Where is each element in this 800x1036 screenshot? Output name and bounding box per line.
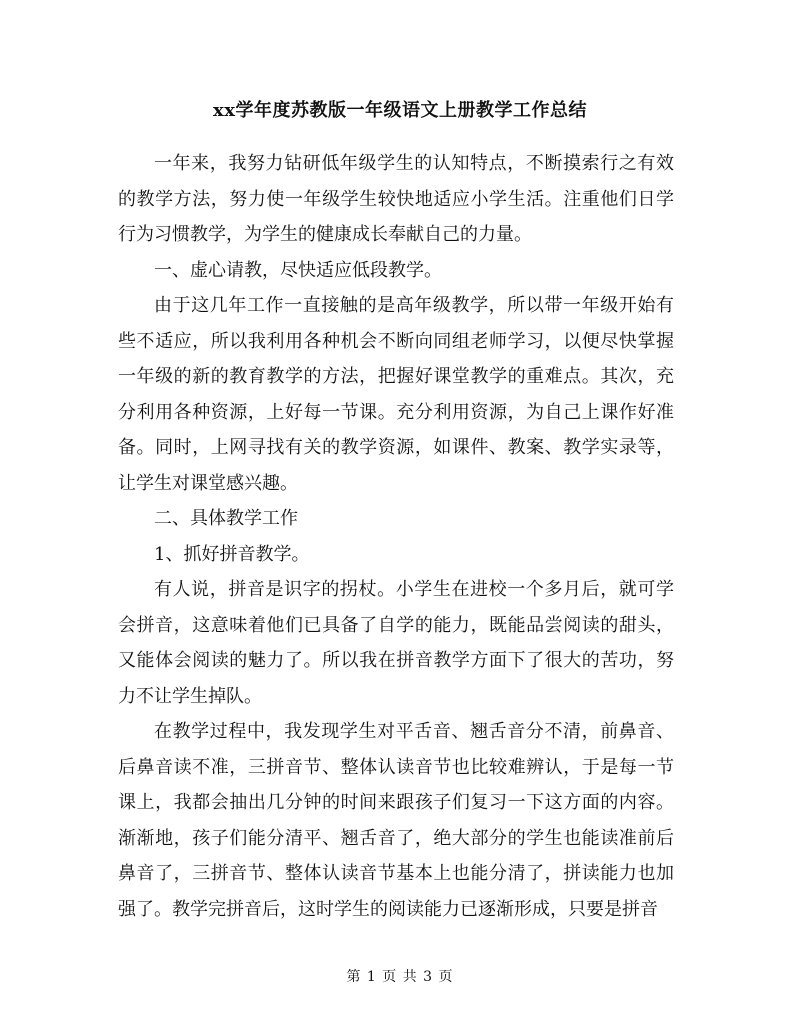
paragraph-section-1: 由于这几年工作一直接触的是高年级教学，所以带一年级开始有些不适应，所以我利用各种机会不断向同组老师学习，以便尽快掌握一年级的新的教育教学的方法，把握好课堂教学的重难点。其次，充分利用各种资源，上好每一节课。充分利用资源，为自己上课作好准备。同时，上网寻找有关的教学资源，如课件、教案、教学实录等，让学生对课堂感兴趣。 (118, 295, 674, 494)
document-title: xx学年度苏教版一年级语文上册教学工作总结 (213, 100, 587, 121)
paragraph-intro: 一年来，我努力钻研低年级学生的认知特点，不断摸索行之有效的教学方法，努力使一年级学生较快地适应小学生活。注重他们日学行为习惯教学，为学生的健康成长奉献自己的力量。 (118, 153, 674, 245)
subheading-pinyin: 1、抓好拼音教学。 (154, 543, 310, 565)
document-body (118, 146, 674, 927)
paragraph-pinyin-2: 在教学过程中，我发现学生对平舌音、翘舌音分不清，前鼻音、后鼻音读不准，三拼音节、整体认读音节也比较难辨认，于是每一节课上，我都会抽出几分钟的时间来跟孩子们复习一下这方面的内容。渐渐地，孩子们能分清平、翘舌音了，绝大部分的学生也能读准前后鼻音了，三拼音节、整体认读音节基本上也能分清了，拼读能力也加强了。教学完拼音后，这时学生的阅读能力已逐渐形成，只要是拼音 (118, 721, 674, 920)
heading-section-1: 一、虚心请教，尽快适应低段教学。 (154, 259, 442, 281)
page-footer: 第 1 页 共 3 页 (346, 969, 454, 985)
paragraph-pinyin-1: 有人说，拼音是识字的拐杖。小学生在进校一个多月后，就可学会拼音，这意味着他们已具备了自学的能力，既能品尝阅读的甜头，又能体会阅读的魅力了。所以我在拼音教学方面下了很大的苦功，努力不让学生掉队。 (118, 579, 674, 707)
heading-section-2: 二、具体教学工作 (154, 508, 298, 529)
